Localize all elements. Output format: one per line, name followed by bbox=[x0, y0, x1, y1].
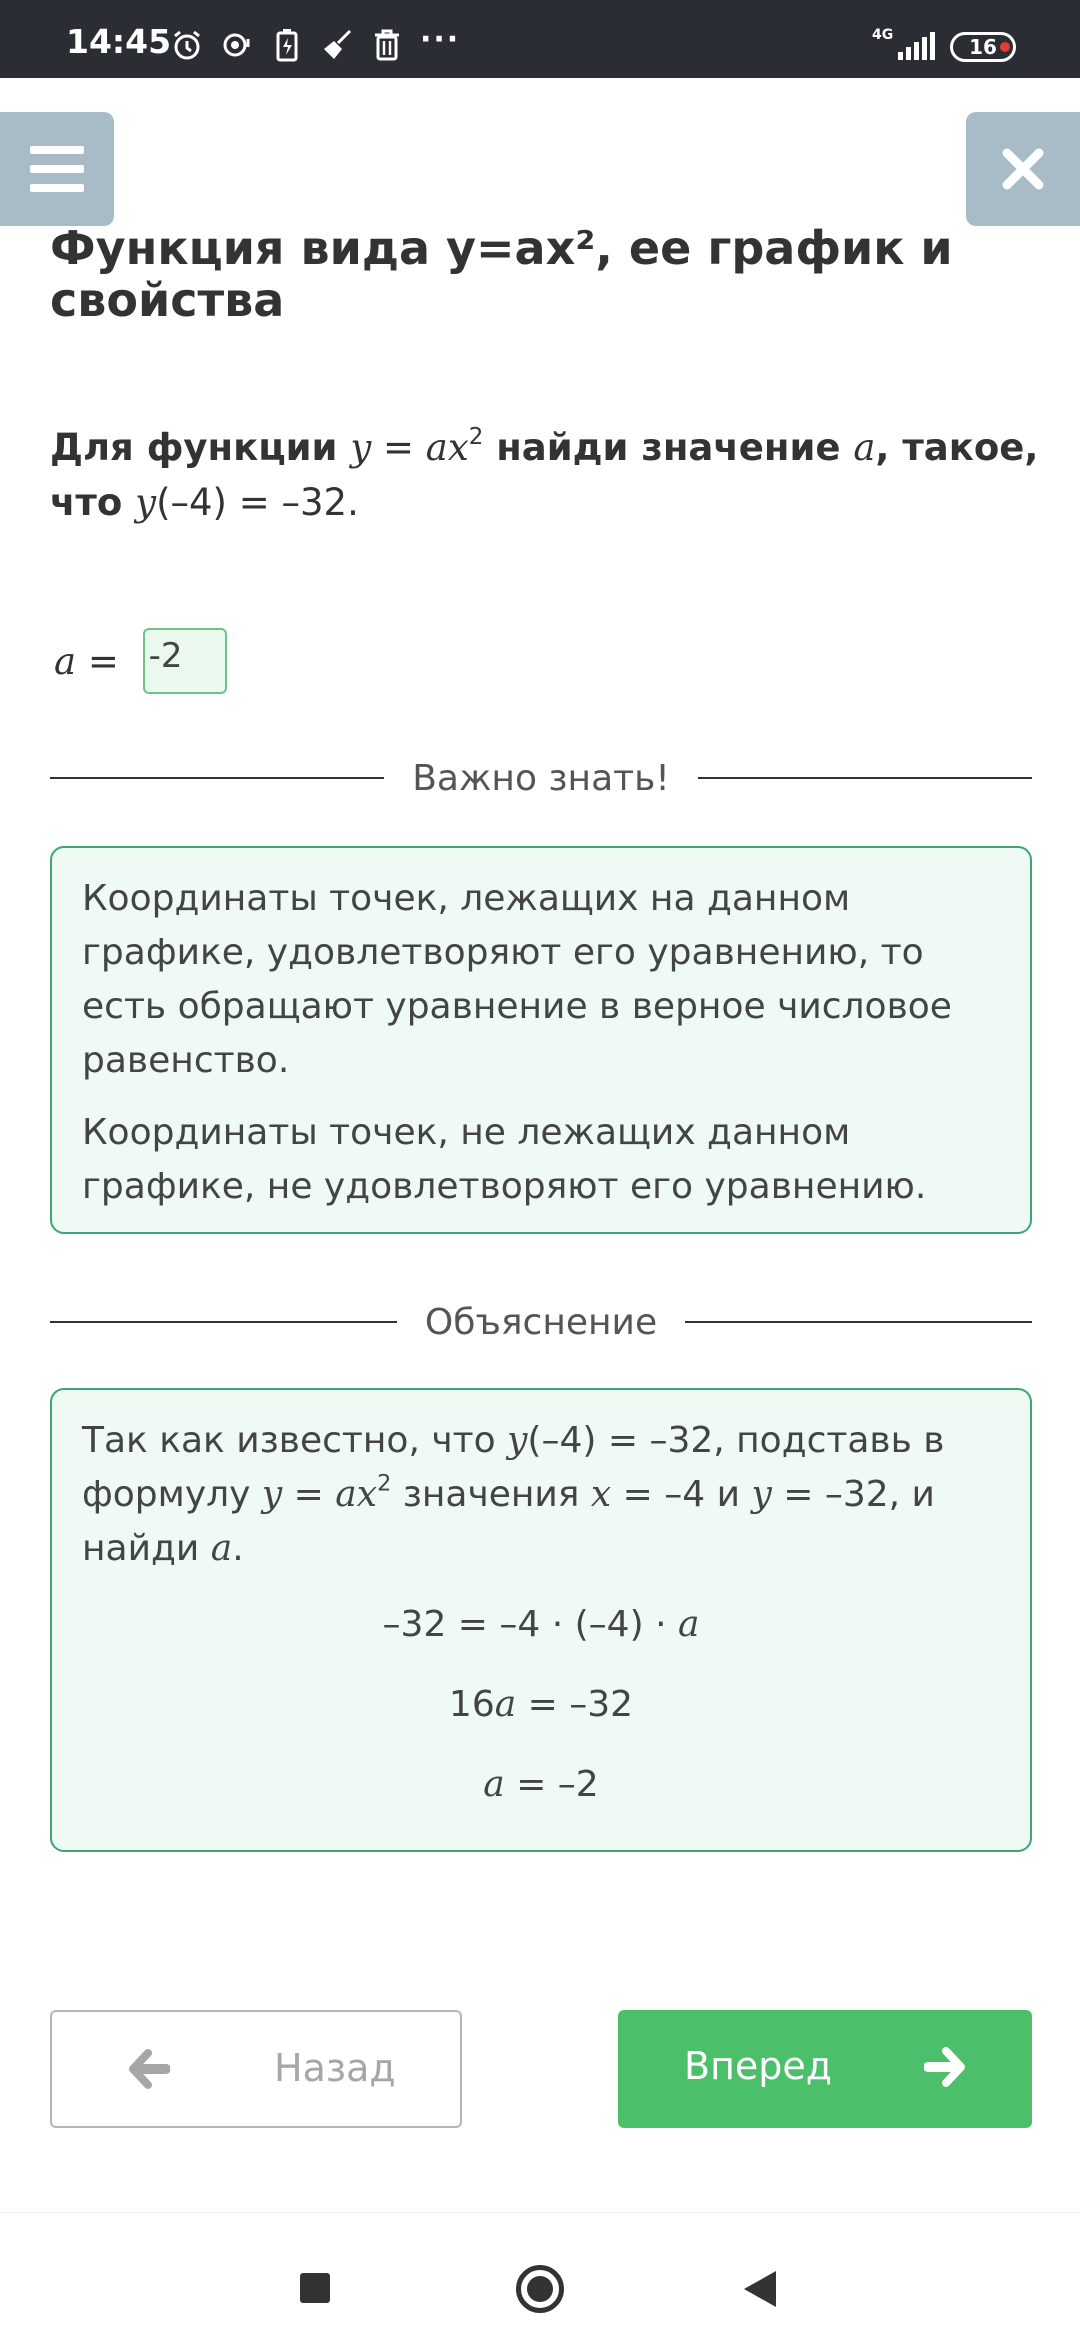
network-type: 4G bbox=[872, 27, 894, 43]
explanation-part: = –4 и bbox=[611, 1474, 752, 1515]
next-label: Вперед bbox=[684, 2044, 833, 2088]
question-part: = bbox=[371, 426, 426, 469]
battery-icon bbox=[950, 32, 1016, 62]
answer-value: -2 bbox=[148, 636, 183, 676]
math-var: ax bbox=[425, 426, 469, 469]
back-button[interactable] bbox=[50, 2010, 462, 2128]
explanation-heading: Объяснение bbox=[424, 1301, 658, 1343]
battery-saver-icon bbox=[270, 28, 304, 62]
question-part: , такое, что bbox=[50, 426, 1039, 524]
math-var: y bbox=[350, 426, 372, 469]
recent-apps-icon[interactable] bbox=[300, 2273, 330, 2303]
hamburger-icon bbox=[30, 146, 84, 154]
close-icon bbox=[999, 145, 1047, 193]
explanation-part: = bbox=[282, 1474, 336, 1515]
equation-part: = –2 bbox=[504, 1764, 599, 1805]
arrow-right-icon bbox=[924, 2046, 966, 2088]
equation-part: 16 bbox=[448, 1684, 495, 1725]
math-exponent: 2 bbox=[468, 423, 484, 450]
explanation-part: . bbox=[232, 1528, 244, 1569]
back-label: Назад bbox=[274, 2046, 396, 2090]
math-var: y bbox=[507, 1420, 528, 1461]
question-part: Для функции bbox=[50, 426, 351, 469]
math-var: ax bbox=[335, 1474, 378, 1515]
status-bar bbox=[0, 0, 1080, 78]
status-icons bbox=[170, 28, 404, 62]
question-text bbox=[50, 420, 1040, 530]
answer-input[interactable] bbox=[143, 628, 227, 694]
math-exponent: 2 bbox=[377, 1470, 392, 1497]
home-icon[interactable] bbox=[516, 2265, 564, 2313]
divider-line bbox=[50, 777, 384, 779]
answer-equals: = bbox=[76, 639, 131, 683]
equation-2 bbox=[82, 1678, 1000, 1732]
menu-button[interactable] bbox=[0, 112, 114, 226]
explanation-part: = –32, и найди bbox=[82, 1474, 935, 1569]
answer-row bbox=[54, 628, 227, 694]
important-paragraph-2: Координаты точек, не лежащих данном графике, не удовлетворяют его уравнению. bbox=[82, 1112, 927, 1207]
explanation-part: значения bbox=[391, 1474, 591, 1515]
close-button[interactable] bbox=[966, 112, 1080, 226]
page-title: Функция вида y=ax², ее график и свойства bbox=[50, 221, 953, 327]
math-var: y bbox=[751, 1474, 772, 1515]
explanation-card bbox=[50, 1388, 1032, 1852]
trash-icon bbox=[370, 28, 404, 62]
math-var: y bbox=[135, 481, 157, 524]
explanation-part: (–4) = –32, подставь в формулу bbox=[82, 1420, 945, 1515]
explanation-part: Так как известно, что bbox=[82, 1420, 508, 1461]
more-notifications-icon: ··· bbox=[420, 22, 461, 57]
divider-line bbox=[50, 1321, 397, 1323]
question-part: (–4) = –32. bbox=[156, 481, 359, 524]
signal-icon bbox=[898, 32, 935, 60]
next-button[interactable] bbox=[618, 2010, 1032, 2128]
status-time: 14:45 bbox=[66, 22, 172, 61]
back-icon[interactable] bbox=[744, 2271, 776, 2307]
math-var: a bbox=[483, 1764, 505, 1805]
math-var: y bbox=[261, 1474, 283, 1515]
math-var: a bbox=[853, 426, 876, 469]
alarm-icon bbox=[170, 28, 204, 62]
question-part: найди значение bbox=[483, 426, 854, 469]
important-paragraph-1: Координаты точек, лежащих на данном графике, удовлетворяют его уравнению, то есть обращают уравнение в верное числовое равенство. bbox=[82, 878, 952, 1081]
important-card bbox=[50, 846, 1032, 1234]
arrow-left-icon bbox=[128, 2048, 170, 2090]
battery-level: 16 bbox=[969, 35, 997, 59]
hamburger-icon-line bbox=[30, 165, 84, 173]
math-var: x bbox=[590, 1474, 612, 1515]
divider-line bbox=[698, 777, 1032, 779]
equation-part: = –32 bbox=[516, 1684, 634, 1725]
explanation-divider bbox=[50, 1302, 1032, 1342]
explanation-text bbox=[82, 1414, 1000, 1576]
math-var: a bbox=[494, 1684, 517, 1725]
chat-icon bbox=[220, 28, 254, 62]
important-heading: Важно знать! bbox=[412, 757, 670, 799]
system-nav-bar bbox=[0, 2212, 1080, 2340]
equation-3 bbox=[82, 1758, 1000, 1812]
equation-1 bbox=[82, 1598, 1000, 1652]
answer-label: a bbox=[54, 639, 77, 683]
broom-icon bbox=[320, 28, 354, 62]
divider-line bbox=[685, 1321, 1032, 1323]
important-divider bbox=[50, 758, 1032, 798]
math-var: a bbox=[677, 1604, 700, 1645]
equation-part: –32 = –4 · (–4) · bbox=[382, 1604, 678, 1645]
math-var: a bbox=[210, 1528, 233, 1569]
hamburger-icon-line bbox=[30, 184, 84, 192]
